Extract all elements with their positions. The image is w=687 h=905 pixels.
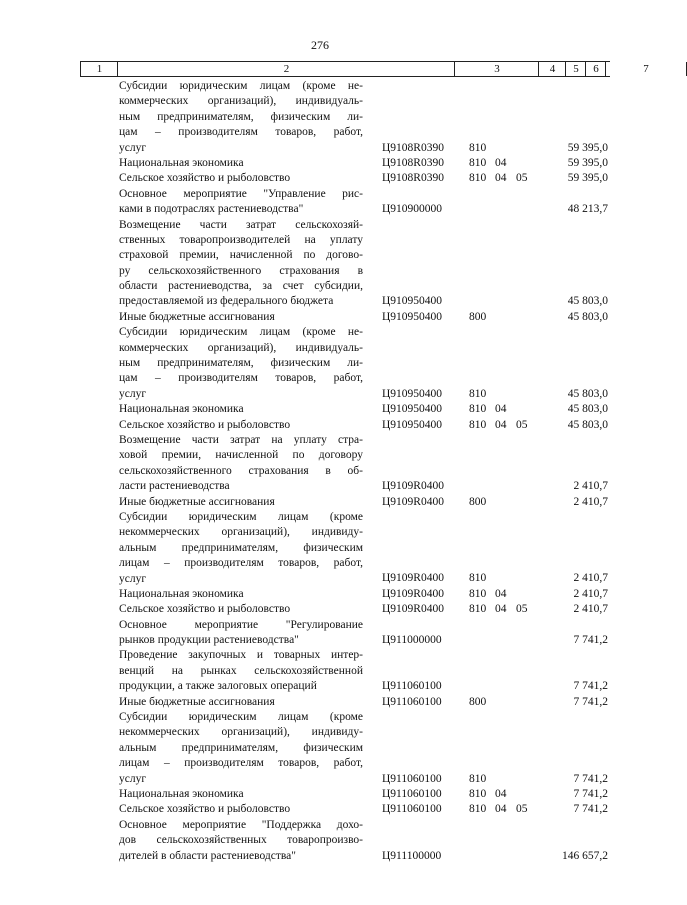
row-code: Ц911060100 — [382, 695, 442, 708]
row-name-line: Сельское хозяйство и рыболовство — [119, 803, 291, 816]
row-name-line: лицам – производителям товаров, работ, — [119, 557, 363, 570]
row-name-line: Национальная экономика — [119, 156, 244, 169]
row-value: 45 803,0 — [567, 295, 608, 308]
row-name-line: Национальная экономика — [119, 403, 244, 416]
row-name-line: продукции, а также залоговых операций — [119, 680, 317, 693]
table-row — [0, 171, 640, 186]
row-name-line: ным предпринимателям, физическим ли- — [119, 110, 363, 123]
table-row — [0, 618, 640, 649]
row-col-5: 04 — [495, 587, 507, 600]
row-col-4: 810 — [469, 387, 487, 400]
row-value: 146 657,2 — [562, 849, 608, 862]
row-col-4: 810 — [469, 172, 487, 185]
row-value: 2 410,7 — [573, 603, 608, 616]
row-name-line: сельскохозяйственного страхования в об- — [119, 464, 363, 477]
row-value: 2 410,7 — [573, 480, 608, 493]
row-name — [119, 310, 363, 325]
table-body — [0, 79, 640, 864]
row-name — [119, 402, 363, 417]
row-name-line: дов сельскохозяйственных товаропроизво- — [119, 834, 363, 847]
header-col-1: 1 — [80, 62, 118, 76]
row-name-line: альным предпринимателям, физическим — [119, 541, 363, 554]
row-code: Ц910950400 — [382, 387, 443, 400]
table-row — [0, 695, 640, 710]
row-name — [119, 510, 363, 587]
row-value: 59 395,0 — [567, 156, 608, 169]
table-row — [0, 218, 640, 310]
row-name-line: некоммерческих организаций), индивиду- — [119, 726, 363, 739]
row-col-4: 810 — [469, 572, 487, 585]
row-name-line: области растениеводства, за счет субсидии, — [119, 280, 363, 293]
row-col-5: 04 — [495, 787, 507, 800]
row-col-4: 810 — [469, 603, 487, 616]
table-row — [0, 648, 640, 694]
row-name-line: Субсидии юридическим лицам (кроме не- — [119, 80, 363, 92]
row-code: Ц911060100 — [382, 787, 442, 800]
row-code: Ц9109R0400 — [382, 480, 444, 493]
row-code: Ц910950400 — [382, 418, 443, 431]
row-name-line: предоставляемой из федерального бюджета — [119, 295, 334, 308]
row-name-line: ками в подотраслях растениеводства" — [119, 203, 304, 216]
row-name-line: услуг — [119, 572, 147, 585]
row-name-line: услуг — [119, 772, 147, 785]
row-value: 7 741,2 — [573, 634, 608, 647]
row-name-line: Иные бюджетные ассигнования — [119, 695, 275, 708]
row-name-line: ховой премии, начисленной по договору — [119, 449, 363, 462]
row-code: Ц910950400 — [382, 295, 443, 308]
row-code: Ц911060100 — [382, 803, 442, 816]
row-col-4: 810 — [469, 156, 487, 169]
table-row — [0, 402, 640, 417]
row-value: 7 741,2 — [573, 803, 608, 816]
row-name-line: Иные бюджетные ассигнования — [119, 495, 275, 508]
row-code: Ц9109R0400 — [382, 572, 444, 585]
row-name — [119, 433, 363, 495]
row-name-line: рынков продукции растениеводства" — [119, 634, 299, 647]
row-code: Ц9108R0390 — [382, 141, 444, 154]
row-name-line: коммерческих организаций), индивидуаль- — [119, 95, 363, 108]
row-col-6: 05 — [516, 803, 528, 816]
row-value: 2 410,7 — [573, 587, 608, 600]
row-col-4: 810 — [469, 587, 487, 600]
row-name — [119, 418, 363, 433]
row-name-line: ственных товаропроизводителей на уплату — [119, 233, 363, 246]
header-col-7: 7 — [605, 62, 687, 76]
row-name-line: некоммерческих организаций), индивиду- — [119, 526, 363, 539]
header-col-2: 2 — [117, 62, 455, 76]
row-name — [119, 618, 363, 649]
row-name — [119, 187, 363, 218]
row-code: Ц9109R0400 — [382, 495, 444, 508]
row-code: Ц9108R0390 — [382, 156, 444, 169]
table-row — [0, 187, 640, 218]
table-row — [0, 710, 640, 787]
row-code: Ц911000000 — [382, 634, 442, 647]
row-col-5: 04 — [495, 156, 507, 169]
row-name-line: дителей в области растениеводства" — [119, 849, 296, 862]
row-code: Ц910950400 — [382, 310, 443, 323]
row-name-line: ным предпринимателям, физическим ли- — [119, 357, 363, 370]
row-name-line: венций на рынках сельскохозяйственной — [119, 664, 363, 677]
page-number: 276 — [311, 38, 329, 52]
row-col-4: 810 — [469, 403, 487, 416]
row-name-line: цам – производителям товаров, работ, — [119, 126, 363, 139]
row-value: 45 803,0 — [567, 403, 608, 416]
row-name-line: Национальная экономика — [119, 587, 244, 600]
row-col-5: 04 — [495, 172, 507, 185]
row-col-4: 810 — [469, 141, 487, 154]
row-value: 45 803,0 — [567, 418, 608, 431]
row-name-line: Возмещение части затрат на уплату стра- — [119, 433, 363, 446]
row-name-line: Сельское хозяйство и рыболовство — [119, 603, 291, 616]
table-row — [0, 156, 640, 171]
row-name-line: Основное мероприятие "Регулирование — [119, 618, 363, 631]
table-row — [0, 310, 640, 325]
row-code: Ц9109R0400 — [382, 603, 444, 616]
table-row — [0, 602, 640, 617]
table-row — [0, 802, 640, 817]
table-row — [0, 510, 640, 587]
row-col-4: 810 — [469, 803, 487, 816]
row-name-line: коммерческих организаций), индивидуаль- — [119, 341, 363, 354]
row-name-line: Субсидии юридическим лицам (кроме — [119, 711, 363, 724]
row-value: 7 741,2 — [573, 772, 608, 785]
row-name-line: страховой премии, начисленной по догово- — [119, 249, 363, 262]
row-value: 48 213,7 — [567, 203, 608, 216]
table-row — [0, 418, 640, 433]
row-code: Ц910950400 — [382, 403, 443, 416]
row-name-line: Основное мероприятие "Управление рис- — [119, 187, 363, 200]
row-col-6: 05 — [516, 418, 528, 431]
table-row — [0, 495, 640, 510]
row-col-4: 800 — [469, 310, 487, 323]
row-name — [119, 495, 363, 510]
row-value: 59 395,0 — [567, 141, 608, 154]
row-name-line: Проведение закупочных и товарных интер- — [119, 649, 363, 662]
row-value: 45 803,0 — [567, 310, 608, 323]
row-name-line: Сельское хозяйство и рыболовство — [119, 172, 291, 185]
table-row — [0, 79, 640, 156]
row-value: 2 410,7 — [573, 495, 608, 508]
table-row — [0, 787, 640, 802]
row-name — [119, 171, 363, 186]
row-name-line: ру сельскохозяйственного страхования в — [119, 264, 363, 277]
row-name — [119, 818, 363, 864]
table-row — [0, 433, 640, 495]
row-col-5: 04 — [495, 403, 507, 416]
row-code: Ц911060100 — [382, 772, 442, 785]
row-name-line: Национальная экономика — [119, 787, 244, 800]
row-col-4: 800 — [469, 495, 487, 508]
header-col-5: 5 — [565, 62, 586, 76]
row-name — [119, 695, 363, 710]
row-col-5: 04 — [495, 603, 507, 616]
row-col-6: 05 — [516, 603, 528, 616]
row-name — [119, 79, 363, 156]
row-col-4: 810 — [469, 418, 487, 431]
row-value: 7 741,2 — [573, 787, 608, 800]
row-col-5: 04 — [495, 803, 507, 816]
row-name — [119, 648, 363, 694]
row-col-4: 810 — [469, 787, 487, 800]
row-code: Ц911100000 — [382, 849, 442, 862]
row-value: 2 410,7 — [573, 572, 608, 585]
row-name-line: Субсидии юридическим лицам (кроме не- — [119, 326, 363, 339]
row-name — [119, 802, 363, 817]
row-name-line: Возмещение части затрат сельскохозяй- — [119, 218, 363, 231]
row-code: Ц9109R0400 — [382, 587, 444, 600]
row-name-line: Иные бюджетные ассигнования — [119, 310, 275, 323]
row-col-4: 800 — [469, 695, 487, 708]
row-value: 45 803,0 — [567, 387, 608, 400]
header-col-6: 6 — [585, 62, 606, 76]
row-value: 59 395,0 — [567, 172, 608, 185]
row-name — [119, 218, 363, 310]
row-name-line: цам – производителям товаров, работ, — [119, 372, 363, 385]
row-name-line: услуг — [119, 387, 147, 400]
table-row — [0, 325, 640, 402]
row-name-line: альным предпринимателям, физическим — [119, 741, 363, 754]
row-name-line: услуг — [119, 141, 147, 154]
row-value: 7 741,2 — [573, 695, 608, 708]
row-name-line: Сельское хозяйство и рыболовство — [119, 418, 291, 431]
header-col-4: 4 — [538, 62, 566, 76]
row-name-line: лицам – производителям товаров, работ, — [119, 757, 363, 770]
row-name-line: Субсидии юридическим лицам (кроме — [119, 510, 363, 523]
row-name-line: ласти растениеводства — [119, 480, 230, 493]
row-code: Ц9108R0390 — [382, 172, 444, 185]
table-row — [0, 818, 640, 864]
row-col-6: 05 — [516, 172, 528, 185]
row-name — [119, 787, 363, 802]
row-name — [119, 710, 363, 787]
row-col-5: 04 — [495, 418, 507, 431]
row-code: Ц911060100 — [382, 680, 442, 693]
row-col-4: 810 — [469, 772, 487, 785]
table-header — [80, 61, 649, 77]
row-value: 7 741,2 — [573, 680, 608, 693]
row-name — [119, 602, 363, 617]
row-name-line: Основное мероприятие "Поддержка дохо- — [119, 818, 363, 831]
row-name — [119, 325, 363, 402]
table-row — [0, 587, 640, 602]
row-name — [119, 156, 363, 171]
row-code: Ц910900000 — [382, 203, 443, 216]
header-col-3: 3 — [454, 62, 539, 76]
row-name — [119, 587, 363, 602]
